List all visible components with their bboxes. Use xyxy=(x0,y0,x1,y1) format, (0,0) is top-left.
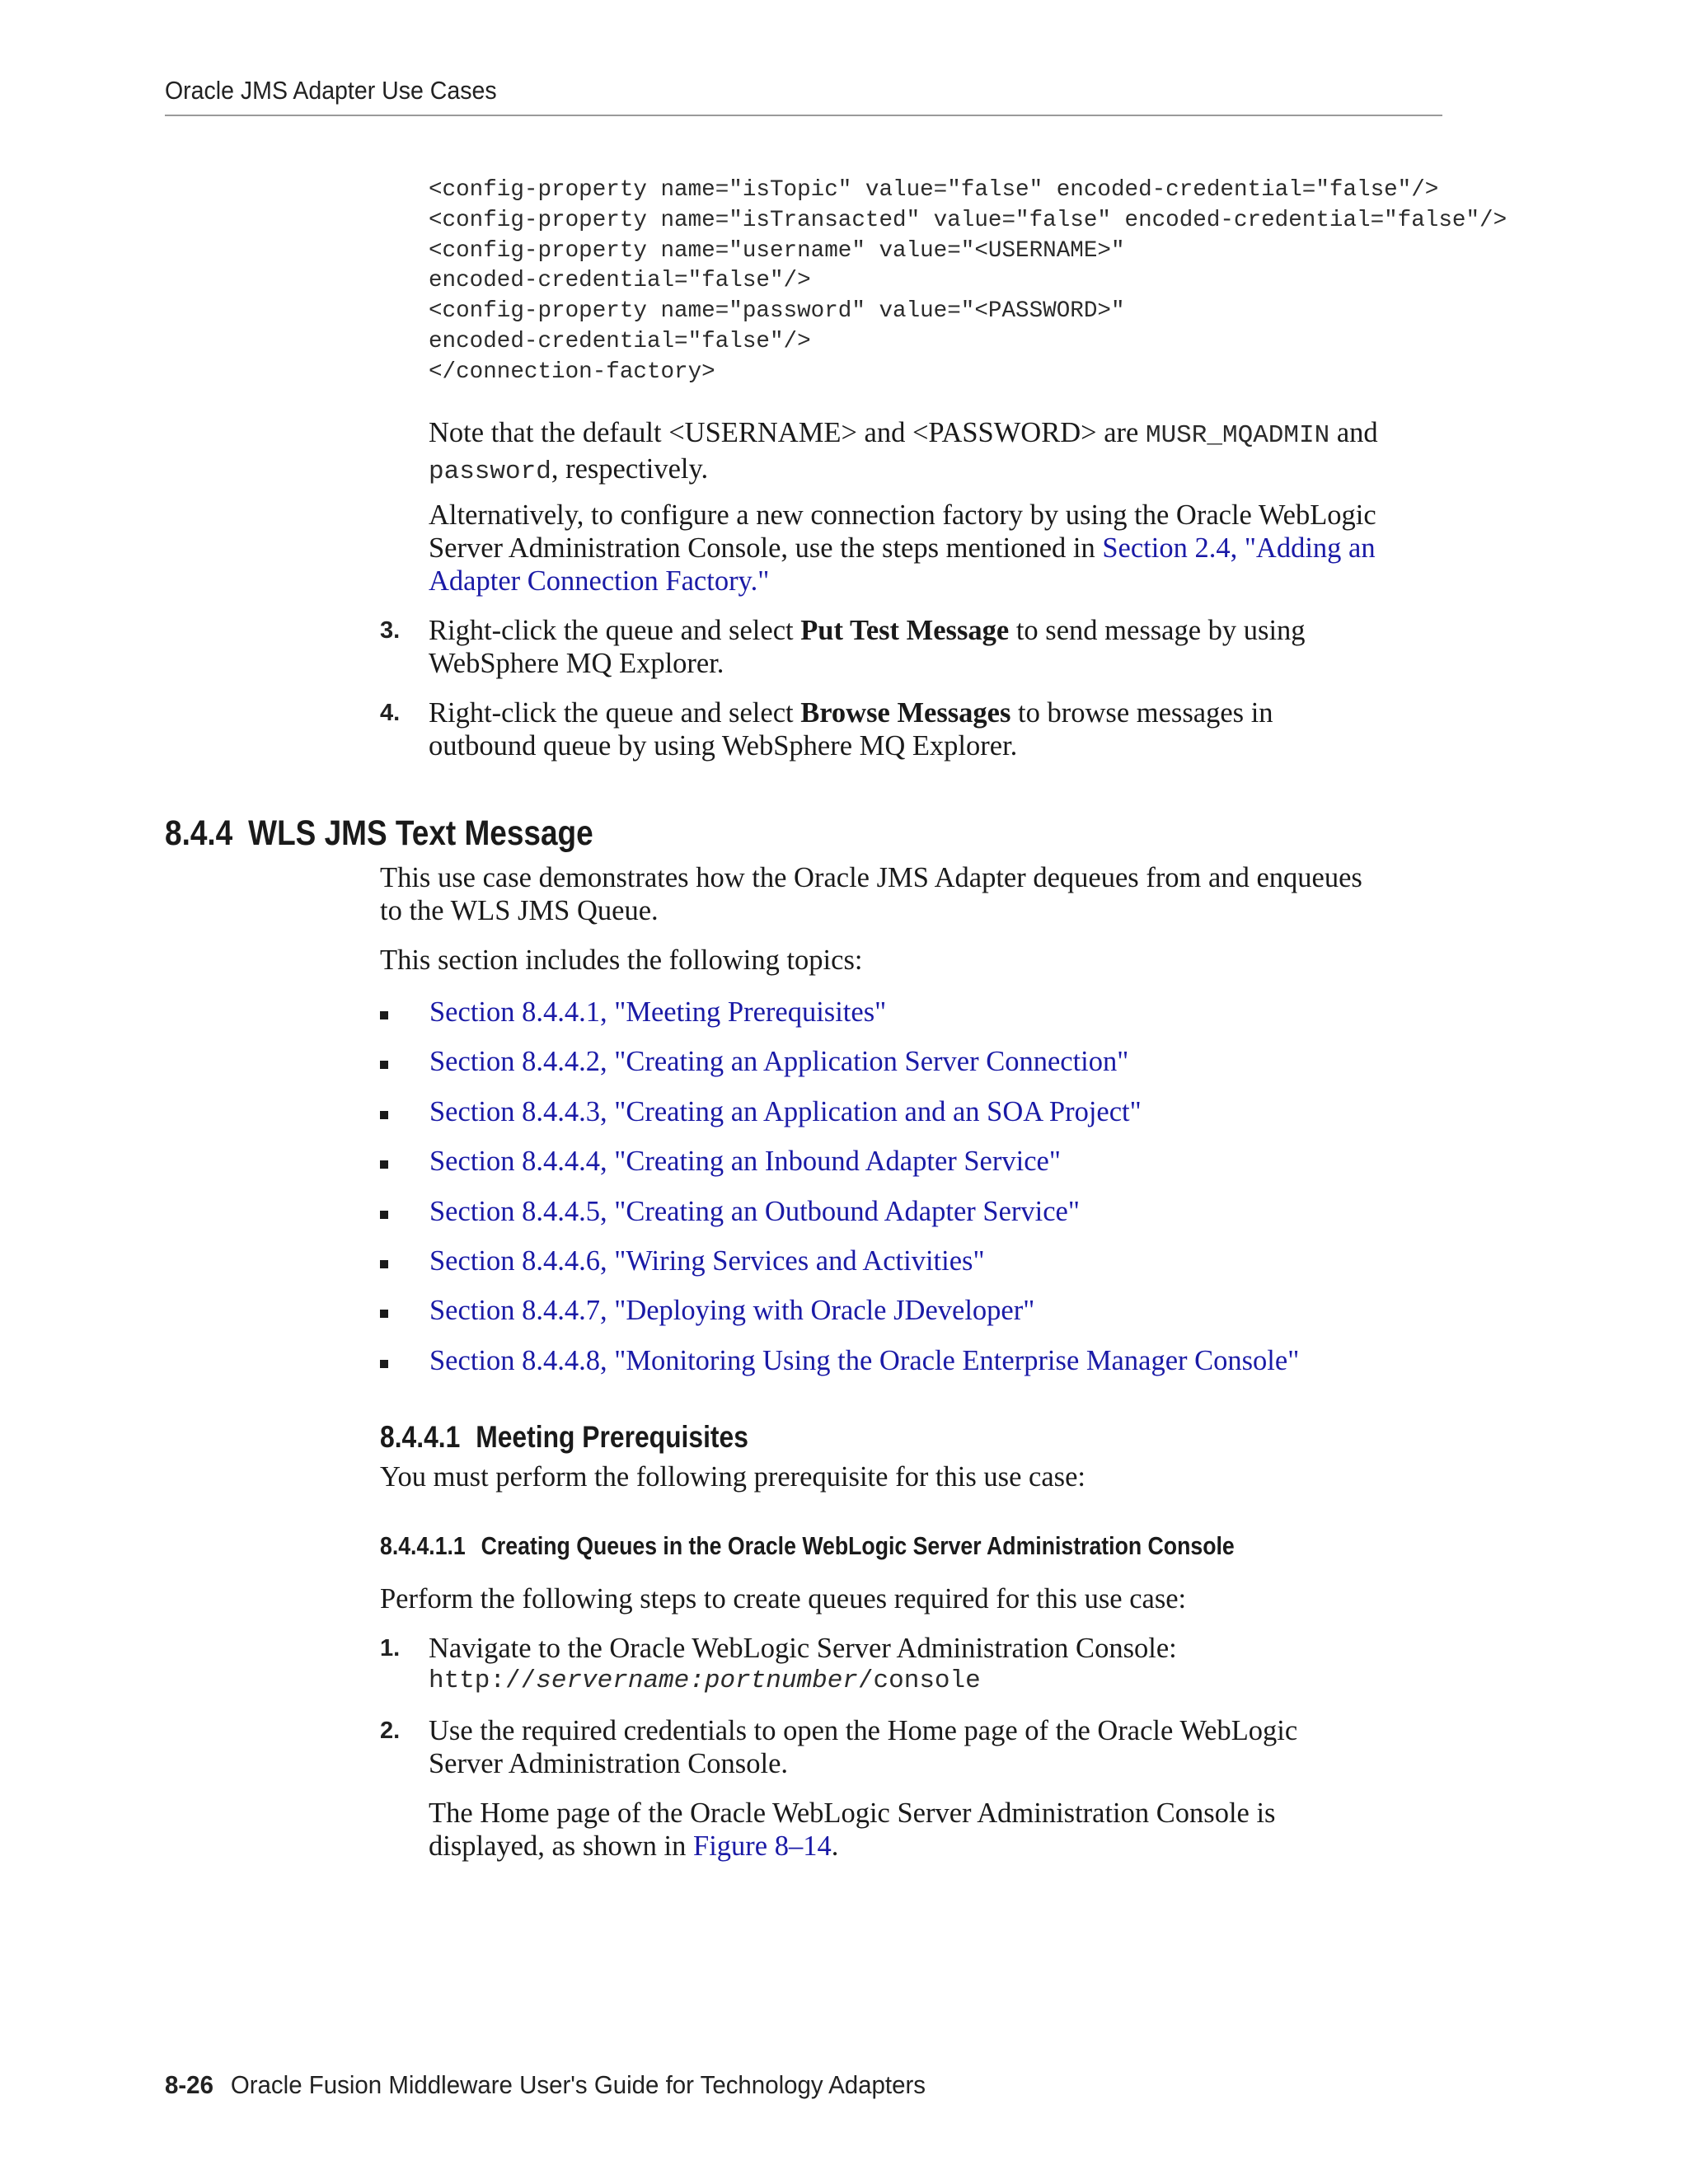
page-footer xyxy=(165,2069,926,2102)
console-url: http://servername:portnumber/console xyxy=(429,1666,981,1695)
step-2-paragraph: The Home page of the Oracle WebLogic Server Administration Console is displayed, as shown in Figure 8–14. xyxy=(429,1797,1276,1862)
link-section-2-4-cont[interactable]: Adapter Connection Factory." xyxy=(429,565,770,597)
bullet xyxy=(380,1111,388,1119)
topic-link[interactable]: Section 8.4.4.5, "Creating an Outbound Adapter Service" xyxy=(429,1195,1080,1227)
bullet xyxy=(380,1360,388,1368)
topic-link[interactable]: Section 8.4.4.8, "Monitoring Using the Oracle Enterprise Manager Console" xyxy=(429,1344,1300,1376)
bullet xyxy=(380,1011,388,1019)
code-line: </connection-factory> xyxy=(429,359,715,385)
header-rule xyxy=(165,115,1442,116)
code-line: <config-property name="isTransacted" value="false" encoded-credential="false"/> xyxy=(429,207,1507,233)
subsubsection-intro: Perform the following steps to create queues required for this use case: xyxy=(380,1583,1187,1615)
bullet xyxy=(380,1310,388,1318)
inline-code: password xyxy=(429,457,551,486)
step-4: Right-click the queue and select Browse Messages to browse messages in outbound queue by using WebSphere MQ Explorer. xyxy=(429,697,1273,762)
section-intro: This use case demonstrates how the Oracle JMS Adapter dequeues from and enqueues to the WLS JMS Queue. xyxy=(380,862,1362,926)
step-number: 2. xyxy=(380,1718,401,1744)
subsubsection-heading: 8.4.4.1.1 Creating Queues in the Oracle WebLogic Server Administration Console xyxy=(380,1531,1235,1560)
step-number: 3. xyxy=(380,617,401,644)
book-title: Oracle Fusion Middleware User's Guide for Technology Adapters xyxy=(230,2070,926,2099)
code-line: encoded-credential="false"/> xyxy=(429,328,811,354)
topics-intro: This section includes the following topics: xyxy=(380,944,863,976)
step-1: Navigate to the Oracle WebLogic Server Administration Console: http://servername:portnumber/console xyxy=(429,1632,1451,1698)
code-line: encoded-credential="false"/> xyxy=(429,268,811,294)
topic-link[interactable]: Section 8.4.4.4, "Creating an Inbound Adapter Service" xyxy=(429,1146,1061,1178)
topic-link[interactable]: Section 8.4.4.3, "Creating an Application and an SOA Project" xyxy=(429,1095,1142,1127)
bullet xyxy=(380,1211,388,1219)
link-figure-8-14[interactable]: Figure 8–14 xyxy=(693,1830,832,1862)
link-section-2-4[interactable]: Section 2.4, "Adding an xyxy=(1102,532,1376,564)
code-line: <config-property name="username" value="<USERNAME>" xyxy=(429,237,1125,264)
note-paragraph: Note that the default <USERNAME> and <PASSWORD> are MUSR_MQADMIN and password, respectively. xyxy=(429,417,1378,486)
running-header: Oracle JMS Adapter Use Cases xyxy=(165,76,497,105)
bullet xyxy=(380,1160,388,1169)
topic-link[interactable]: Section 8.4.4.7, "Deploying with Oracle JDeveloper" xyxy=(429,1295,1035,1327)
step-3: Right-click the queue and select Put Test Message to send message by using WebSphere MQ Explorer. xyxy=(429,615,1306,679)
code-block xyxy=(429,176,1507,388)
code-line: <config-property name="password" value="<PASSWORD>" xyxy=(429,298,1125,325)
topic-link[interactable]: Section 8.4.4.6, "Wiring Services and Activities" xyxy=(429,1244,985,1277)
subsection-heading: 8.4.4.1 Meeting Prerequisites xyxy=(380,1420,748,1454)
code-line: <config-property name="isTopic" value="false" encoded-credential="false"/> xyxy=(429,177,1439,203)
bullet xyxy=(380,1061,388,1069)
ui-term: Put Test Message xyxy=(800,615,1010,646)
inline-code: MUSR_MQADMIN xyxy=(1145,421,1330,450)
step-number: 4. xyxy=(380,700,401,726)
ui-term: Browse Messages xyxy=(800,697,1011,729)
alternative-paragraph: Alternatively, to configure a new connection factory by using the Oracle WebLogic Server Administration Console, use the steps mentioned in Section 2.4, "Adding an Adapter Connection Factory." xyxy=(429,499,1376,597)
page-number: 8-26 xyxy=(165,2070,213,2099)
topic-link[interactable]: Section 8.4.4.2, "Creating an Application Server Connection" xyxy=(429,1046,1129,1078)
section-heading: 8.4.4 WLS JMS Text Message xyxy=(165,813,593,853)
bullet xyxy=(380,1260,388,1268)
step-number: 1. xyxy=(380,1635,401,1661)
subsection-intro: You must perform the following prerequisite for this use case: xyxy=(380,1461,1085,1493)
topic-link[interactable]: Section 8.4.4.1, "Meeting Prerequisites" xyxy=(429,996,887,1028)
step-2: Use the required credentials to open the Home page of the Oracle WebLogic Server Administration Console. xyxy=(429,1715,1298,1779)
